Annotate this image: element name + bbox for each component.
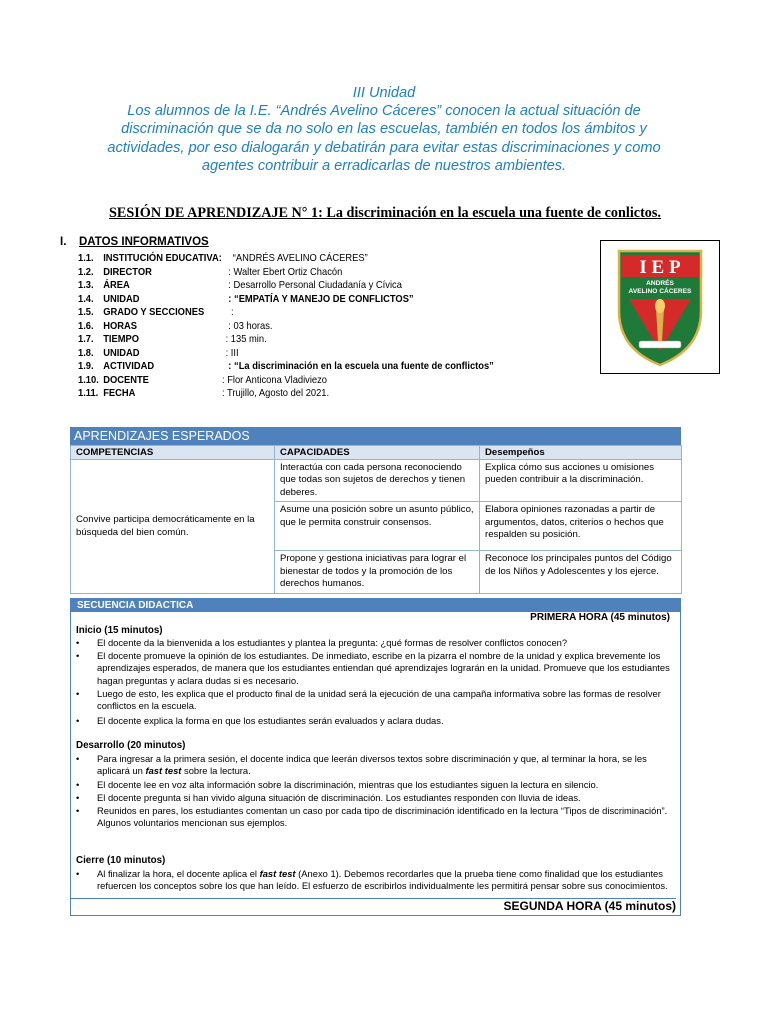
- list-item-text: El docente explica la forma en que los estudiantes serán evaluados y aclara dudas.: [97, 715, 444, 726]
- crest-name-line2: AVELINO CÁCERES: [628, 288, 692, 295]
- bullet: •: [76, 637, 80, 648]
- row-number: 1.3.: [78, 280, 94, 291]
- secuencia-body: [71, 612, 680, 915]
- table-header-row: [71, 446, 682, 460]
- col-header: COMPETENCIAS: [71, 446, 275, 460]
- torch-flame: [655, 299, 665, 313]
- competencia-cell: Convive participa democráticamente en la búsqueda del bien común.: [71, 460, 275, 594]
- row-value: : “EMPATÍA Y MANEJO DE CONFLICTOS”: [228, 293, 414, 305]
- aprendizajes-title: APRENDIZAJES ESPERADOS: [70, 427, 681, 445]
- col-header: Desempeños: [480, 446, 682, 460]
- list-item-text: Reunidos en pares, los estudiantes comentan un caso por cada tipo de discriminación identificado en la lectura “Tipos de discriminación”. Algunos voluntarios mencionan sus ejemplos.: [97, 805, 668, 829]
- col-header: CAPACIDADES: [275, 446, 480, 460]
- list-item: [76, 715, 674, 727]
- row-value: :: [231, 307, 234, 318]
- list-item: [76, 753, 674, 778]
- list-item: [76, 650, 674, 687]
- crest-shield-icon: [601, 241, 719, 373]
- row-number: 1.4.: [78, 293, 94, 305]
- row-value: “ANDRÉS AVELINO CÁCERES”: [232, 253, 368, 264]
- capacidad-cell: Asume una posición sobre un asunto público, que le permita construir consensos.: [275, 502, 480, 551]
- school-crest: [600, 240, 720, 374]
- secuencia-didactica: [70, 598, 681, 916]
- list-item-text: El docente promueve la opinión de los estudiantes. De inmediato, escribe en la pizarra el nombre de la unidad y explica brevemente los aprendizajes esperados, de manera que los estudiantes entiendan qué aprendizajes lograrán en la unidad. Promueve que los estudiantes hagan preguntas y aclara dudas si es necesario.: [97, 650, 670, 686]
- row-number: 1.9.: [78, 361, 94, 372]
- fast-test-term: fast test: [145, 765, 182, 777]
- row-key: ÁREA: [103, 280, 130, 291]
- desarrollo-title: Desarrollo (20 minutos): [76, 740, 186, 751]
- row-key: TIEMPO: [103, 334, 140, 345]
- session-title: SESIÓN DE APRENDIZAJE N° 1: La discriminación en la escuela una fuente de conlictos.: [109, 205, 661, 221]
- desempeno-cell: Explica cómo sus acciones u omisiones pueden contribuir a la discriminación.: [480, 460, 682, 502]
- crest-letters: I E P: [639, 257, 681, 278]
- list-item: [76, 637, 674, 649]
- row-value: : Walter Ebert Ortiz Chacón: [228, 266, 343, 278]
- row-value: : III: [225, 347, 239, 359]
- row-number: 1.5.: [78, 307, 94, 318]
- row-key: DIRECTOR: [103, 266, 152, 278]
- row-number: 1.11.: [78, 388, 99, 399]
- bullet: •: [76, 805, 80, 816]
- capacidad-cell: Interactúa con cada persona reconociendo que todas son sujetos de derechos y tienen deberes.: [275, 460, 480, 502]
- row-key: UNIDAD: [103, 293, 140, 305]
- capacidad-cell: Propone y gestiona iniciativas para lograr el bienestar de todos y la promoción de los derechos humanos.: [275, 551, 480, 594]
- row-value: : 135 min.: [225, 334, 267, 345]
- row-key: GRADO Y SECCIONES: [103, 307, 205, 318]
- row-value: : Trujillo, Agosto del 2021.: [222, 388, 330, 399]
- table-row: [71, 460, 682, 502]
- unit-title: III Unidad: [352, 85, 416, 101]
- section-title: DATOS INFORMATIVOS: [79, 236, 209, 248]
- fast-test-term: fast test: [259, 868, 296, 879]
- desempeno-cell: Elabora opiniones razonadas a partir de argumentos, datos, criterios o hechos que respalden su posición.: [480, 502, 682, 551]
- bullet: •: [76, 792, 80, 803]
- row-value: : Desarrollo Personal Ciudadanía y Cívica: [228, 280, 402, 291]
- text-part: Para ingresar a la primera sesión, el docente indica que leerán diversos textos sobre discriminación y que, al terminar la hora, se les aplicará un: [97, 753, 647, 777]
- list-item: [76, 805, 674, 830]
- row-number: 1.6.: [78, 320, 94, 332]
- list-item-text: [97, 753, 674, 778]
- unit-intro: [80, 84, 688, 175]
- list-item: [76, 779, 674, 791]
- text-part: (Anexo 1). Debemos recordarles que la prueba tiene como finalidad que los estudiantes refuercen los conceptos sobre los que han leído. El esfuerzo de escribirlos individualmente les permitirá pensar sobre sus conocimientos.: [97, 868, 668, 892]
- row-value: : 03 horas.: [228, 320, 273, 332]
- row-key: INSTITUCIÓN EDUCATIVA:: [103, 253, 222, 264]
- row-number: 1.2.: [78, 266, 94, 278]
- intro-line: Los alumnos de la I.E. “Andrés Avelino Cáceres” conocen la actual situación de: [127, 103, 641, 120]
- crest-name-line1: ANDRÉS: [646, 280, 674, 287]
- secuencia-title: SECUENCIA DIDACTICA: [71, 599, 680, 612]
- list-item: [76, 688, 674, 713]
- bullet: •: [76, 868, 80, 879]
- bullet: •: [76, 779, 80, 790]
- aprendizajes-grid: [70, 445, 682, 594]
- first-hour-label: PRIMERA HORA (45 minutos): [530, 612, 670, 623]
- desempeno-cell: Reconoce los principales puntos del Código de los Niños y Adolescentes y los ejerce.: [480, 551, 682, 594]
- row-number: 1.1.: [78, 253, 94, 264]
- list-item-text: El docente lee en voz alta información sobre la discriminación, mientras que los estudiantes siguen la lectura en silencio.: [97, 779, 599, 790]
- crest-ribbon: [639, 341, 681, 348]
- row-key: ACTIVIDAD: [103, 361, 155, 372]
- row-key: FECHA: [103, 388, 136, 399]
- second-hour-label: SEGUNDA HORA (45 minutos): [71, 898, 676, 912]
- intro-line: agentes contribuir a erradicarlas de nuestros ambientes.: [201, 157, 567, 174]
- row-number: 1.8.: [78, 347, 94, 359]
- row-value: : Flor Anticona Vladiviezo: [222, 374, 328, 386]
- list-item: [76, 868, 674, 893]
- row-key: DOCENTE: [103, 374, 149, 386]
- row-number: 1.10.: [78, 374, 99, 386]
- inicio-title: Inicio (15 minutos): [76, 625, 163, 636]
- bullet: •: [76, 753, 80, 764]
- row-key: HORAS: [103, 320, 137, 332]
- row-number: 1.7.: [78, 334, 94, 345]
- aprendizajes-table: [70, 427, 681, 594]
- bullet: •: [76, 715, 80, 726]
- row-key: UNIDAD: [103, 347, 140, 359]
- cierre-title: Cierre (10 minutos): [76, 855, 166, 866]
- row-value: : “La discriminación en la escuela una fuente de conflictos”: [228, 361, 494, 372]
- intro-line: discriminación que se da no solo en las escuelas, también en todos los ámbitos y: [121, 121, 647, 138]
- list-item-text: El docente pregunta si han vivido alguna situación de discriminación. Los estudiantes responden con lluvia de ideas.: [97, 792, 581, 803]
- text-part: Al finalizar la hora, el docente aplica el: [97, 868, 260, 879]
- bullet: •: [76, 688, 80, 699]
- text-part: sobre la lectura.: [181, 765, 251, 777]
- list-item-text: [97, 868, 674, 893]
- list-item-text: Luego de esto, les explica que el producto final de la unidad será la ejecución de una campaña informativa sobre las formas de resolver conflictos en la escuela.: [97, 688, 661, 712]
- bullet: •: [76, 650, 80, 661]
- intro-line: actividades, por eso dialogarán y debatirán para evitar estas discriminaciones y como: [107, 139, 661, 156]
- section-number: I.: [60, 236, 67, 248]
- list-item: [76, 792, 674, 804]
- list-item-text: El docente da la bienvenida a los estudiantes y plantea la pregunta: ¿qué formas de resolver conflictos conocen?: [97, 637, 568, 648]
